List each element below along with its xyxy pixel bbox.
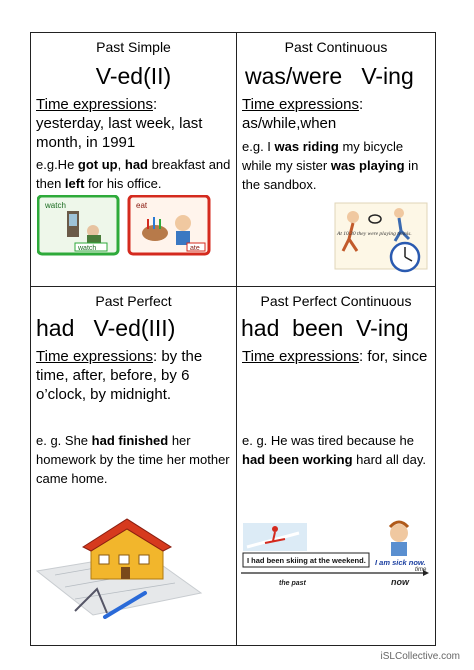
card-formula: had V-ed(III) xyxy=(36,315,176,341)
card-formula: had been V-ing xyxy=(241,315,409,341)
grammar-card-sheet xyxy=(30,32,436,646)
example-sentence: e.g. I was riding my bicycle while my sister was playing in the sandbox. xyxy=(242,139,419,192)
tennis-caption: At 10.30 they were playing tennis. xyxy=(337,231,412,237)
time-expressions: Time expressions: for, since xyxy=(242,348,428,365)
card-title: Past Perfect xyxy=(95,293,172,309)
house-blueprint-illustration xyxy=(35,513,203,619)
watched-label: watch xyxy=(78,245,97,252)
time-label: time xyxy=(415,567,427,573)
time-expressions: Time expressions: by the time, after, before, by 6 o’clock, by midnight. xyxy=(36,348,203,403)
time-expressions: Time expressions: as/while,when xyxy=(242,96,364,132)
time-expressions-label: Time expressions xyxy=(242,96,359,113)
door-icon xyxy=(121,567,130,579)
now-label: now xyxy=(391,577,409,587)
watermark-footer: iSLCollective.com xyxy=(380,651,460,662)
bubble-text: I had been skiing at the weekend. xyxy=(247,556,366,565)
timeline-illustration xyxy=(239,513,433,593)
ate-label: ate xyxy=(190,245,200,252)
example-sentence: e. g. She had finished her homework by the time her mother came home. xyxy=(36,433,230,486)
card-title: Past Continuous xyxy=(284,39,388,55)
time-expressions-list: yesterday, last week, last month, in 1991 xyxy=(36,115,203,151)
watch-label: watch xyxy=(45,201,66,210)
card-formula: was/were V-ing xyxy=(245,63,414,89)
watch-eat-illustration xyxy=(37,195,211,257)
example-sentence: e.g.He got up, had breakfast and then left for his office. xyxy=(36,157,231,191)
card-title: Past Simple xyxy=(96,39,171,55)
skier-icon xyxy=(272,526,278,532)
example-sentence: e. g. He was tired because he had been working hard all day. xyxy=(242,433,426,467)
boy-icon xyxy=(175,215,191,231)
player-icon xyxy=(347,211,359,223)
eat-label: eat xyxy=(136,201,148,210)
card-formula: V-ed(II) xyxy=(95,63,172,89)
sick-boy-icon xyxy=(390,524,408,542)
card-past-perfect-continuous xyxy=(237,287,435,645)
card-past-perfect xyxy=(31,287,236,645)
card-title: Past Perfect Continuous xyxy=(260,293,412,309)
time-expressions-list: as/while,when xyxy=(242,115,337,132)
time-expressions-label: Time expressions xyxy=(36,96,153,113)
card-past-continuous xyxy=(237,33,435,286)
tennis-clock-illustration xyxy=(331,199,431,277)
time-expressions: Time expressions: yesterday, last week, last month, in 1991 xyxy=(36,96,203,151)
card-past-simple xyxy=(31,33,236,286)
sick-text: I am sick now. xyxy=(375,558,426,567)
time-expressions-label: Time expressions xyxy=(242,348,359,365)
past-label: the past xyxy=(279,580,306,587)
player-icon xyxy=(394,208,404,218)
time-expressions-label: Time expressions xyxy=(36,348,153,365)
